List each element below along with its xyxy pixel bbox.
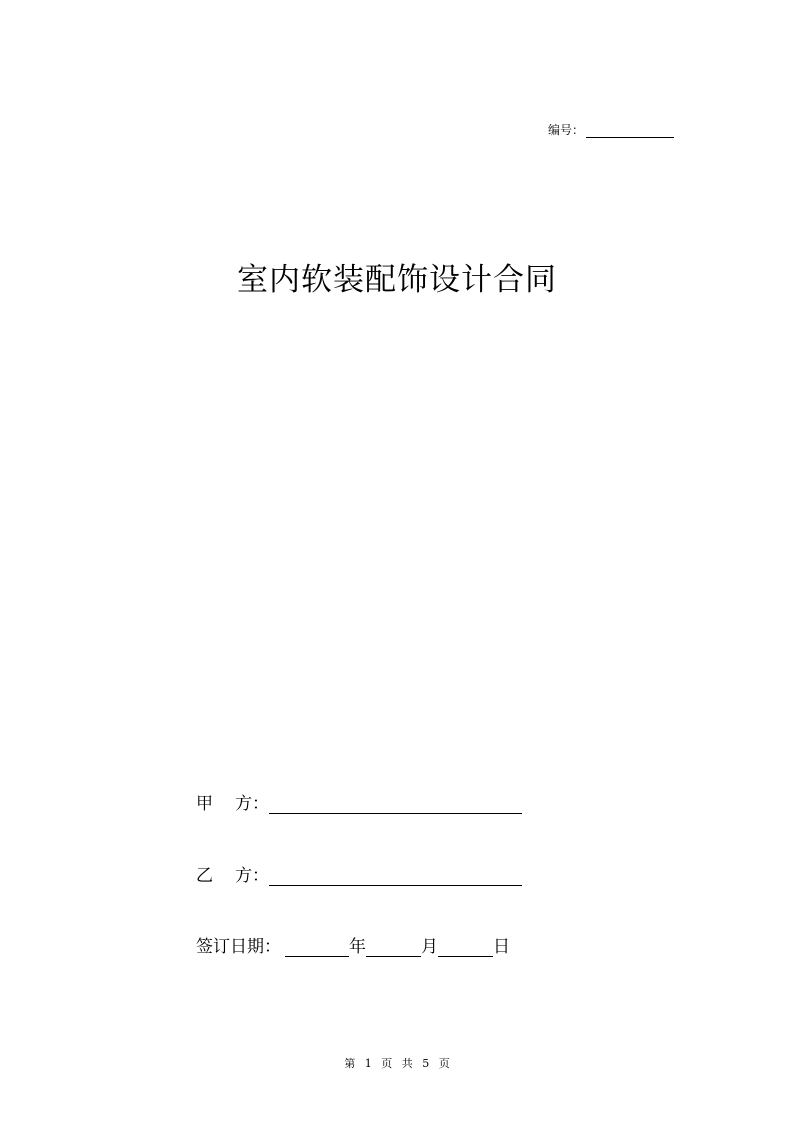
party-b-label-second: 方： (235, 866, 269, 886)
month-label: 月 (421, 937, 438, 957)
day-blank (438, 938, 493, 957)
party-b-label-first: 乙 (196, 866, 213, 886)
party-b-line (196, 861, 522, 886)
party-a-label-first: 甲 (196, 794, 213, 814)
party-a-blank (269, 795, 522, 814)
contract-number (548, 121, 674, 138)
document-title: 室内软装配饰设计合同 (237, 262, 557, 298)
party-b-blank (269, 867, 522, 886)
party-a-line (196, 789, 522, 814)
contract-number-label: 编号： (548, 123, 585, 137)
month-blank (366, 938, 421, 957)
signing-date-label: 签订日期： (196, 937, 281, 957)
day-label: 日 (493, 937, 510, 957)
contract-number-blank (586, 123, 674, 138)
year-label: 年 (349, 937, 366, 957)
page-footer: 第 1 页 共 5 页 (344, 1057, 450, 1070)
party-a-label-second: 方： (235, 794, 269, 814)
signing-date-line (196, 932, 510, 957)
year-blank (285, 938, 349, 957)
